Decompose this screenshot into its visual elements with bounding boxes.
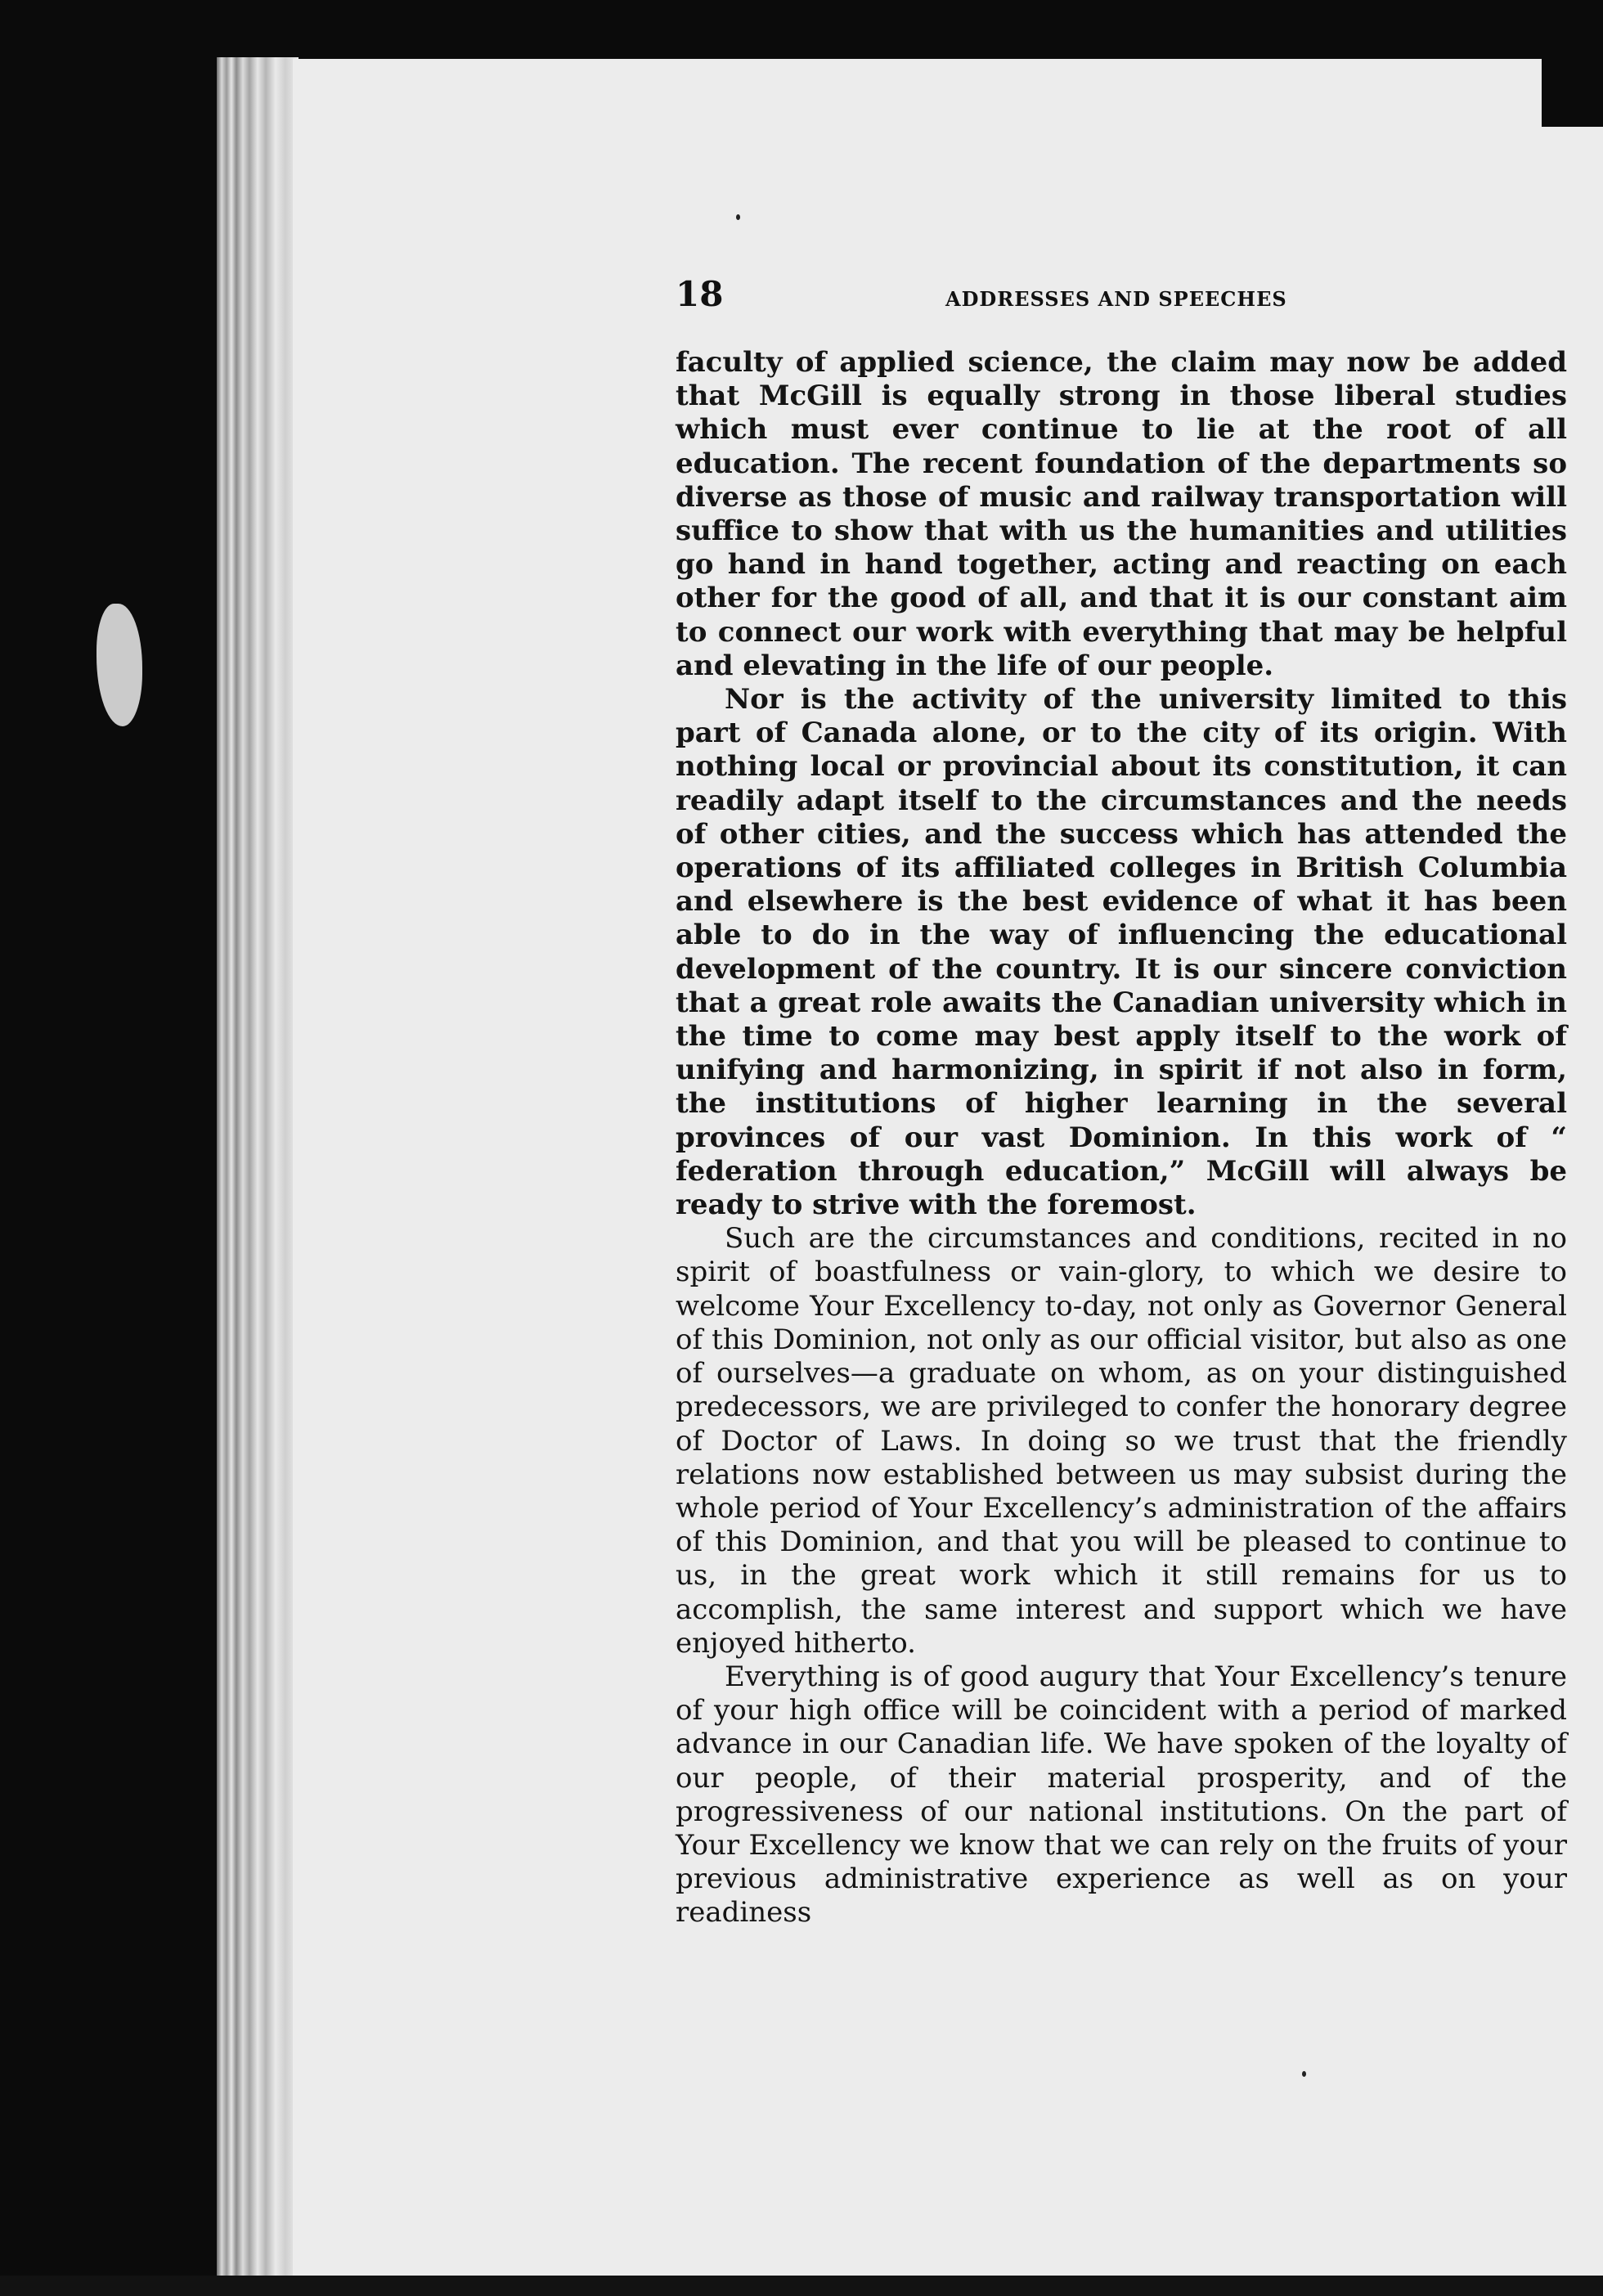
page-edge-stack: [217, 57, 299, 2296]
body-text: [676, 346, 1567, 1930]
page-number: 18: [676, 274, 724, 314]
scan-corner-shadow: [1542, 0, 1603, 127]
speck-mark: [1302, 2071, 1306, 2077]
paragraph: Such are the circumstances and conditions, recited in no spirit of boastfulness or vain-glory, to which we desire to welcome Your Excellency to-day, not only as Governor General of this Dominion, not only as our official visitor, but also as one of ourselves—a graduate on whom, as on your distinguished predecessors, we are privileged to confer the honorary degree of Doctor of Laws. In doing so we trust that the friendly relations now established between us may subsist during the whole period of Your Excellency’s administration of the affairs of this Dominion, and that you will be pleased to continue to us, in the great work which it still remains for us to accomplish, the same interest and support which we have enjoyed hitherto.: [676, 1222, 1567, 1660]
speck-mark: [736, 214, 740, 220]
running-head: ADDRESSES AND SPEECHES: [945, 287, 1287, 311]
scan-bottom-border: [0, 2276, 1603, 2296]
scan-top-border: [0, 0, 1603, 59]
paragraph: Everything is of good augury that Your Excellency’s tenure of your high office will be coincident with a period of marked advance in our Canadian life. We have spoken of the loyalty of our people, of their material prosperity, and of the progressiveness of our national institutions. On the part of Your Excellency we know that we can rely on the fruits of your previous administrative experience as well as on your readiness: [676, 1660, 1567, 1930]
page-header: [676, 274, 1567, 323]
paragraph: Nor is the activity of the university limited to this part of Canada alone, or to the city of its origin. With nothing local or provincial about its constitution, it can readily adapt itself to the circumstances and the needs of other cities, and the success which has attended the operations of its affiliated colleges in British Columbia and elsewhere is the best evidence of what it has been able to do in the way of influencing the educational development of the country. It is our sincere conviction that a great role awaits the Canadian university which in the time to come may best apply itself to the work of unifying and harmonizing, in spirit if not also in form, the institutions of higher learning in the several provinces of our vast Dominion. In this work of “ federation through education,” McGill will always be ready to strive with the foremost.: [676, 683, 1567, 1222]
paragraph: faculty of applied science, the claim may now be added that McGill is equally strong in those liberal studies which must ever continue to lie at the root of all education. The recent foundation of the departments so diverse as those of music and railway transportation will suffice to show that with us the humanities and utilities go hand in hand together, acting and reacting on each other for the good of all, and that it is our constant aim to connect our work with everything that may be helpful and elevating in the life of our people.: [676, 346, 1567, 682]
scan-left-border: [0, 0, 217, 2296]
